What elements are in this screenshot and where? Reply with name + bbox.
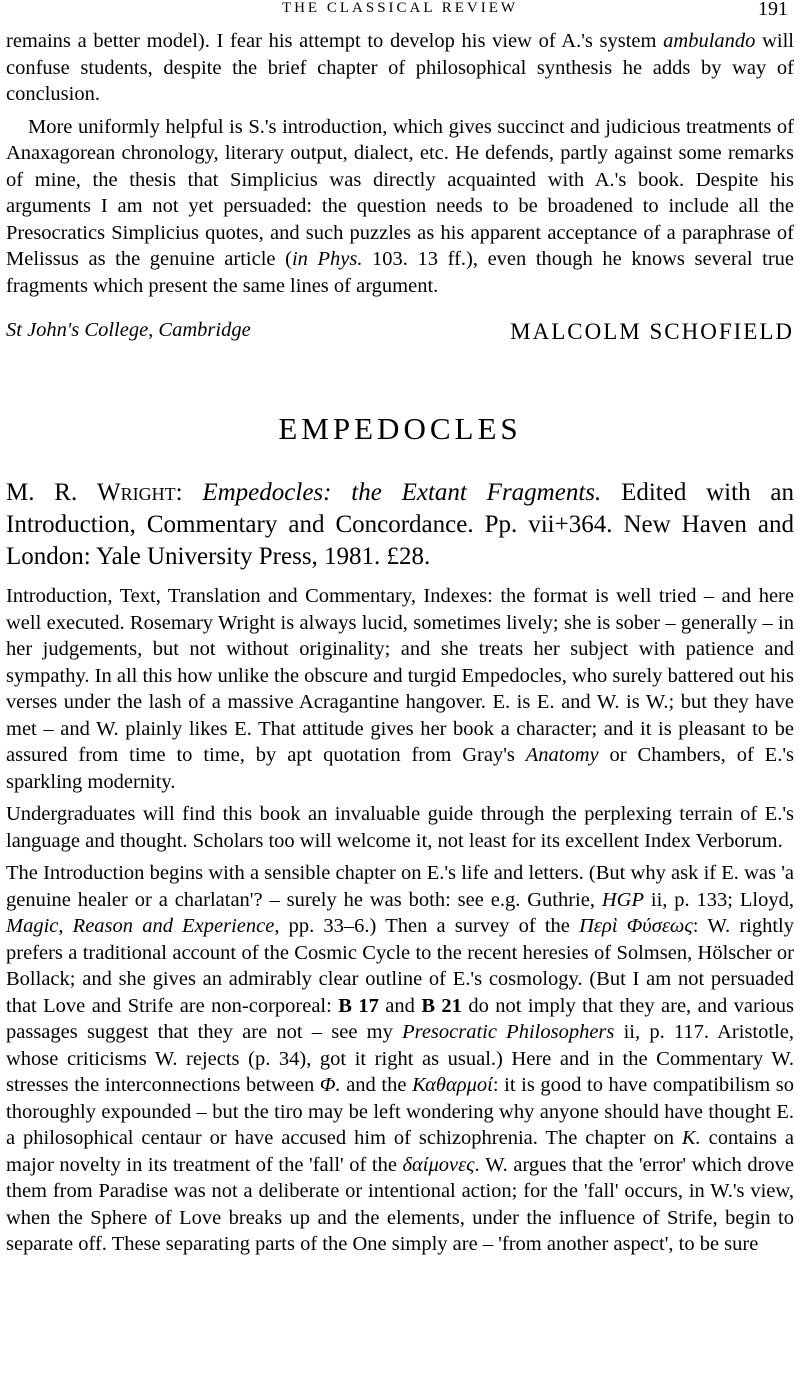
review1-signature	[6, 319, 794, 345]
review2-paragraph-3: The Introduction begins with a sensible chapter on E.'s life and letters. (But why ask if E. was 'a genuine healer or a charlatan'? – surely he was both: see e.g. Guthrie, HGP ii, p. 133; Lloyd, Magic, Reason and Experience, pp. 33–6.) Then a survey of the Περὶ Φύσεως: W. rightly prefers a traditional account of the Cosmic Cycle to the recent heresies of Solmsen, Hölscher or Bollack; and she gives an admirably clear outline of E.'s cosmology. (But I am not persuaded that Love and Strife are non-corporeal: B 17 and B 21 do not imply that they are, and various passages suggest that they are not – see my Presocratic Philosophers ii, p. 117. Aristotle, whose criticisms W. rejects (p. 34), got it right as usual.) Here and in the Commentary W. stresses the interconnections between Φ. and the Καθαρμοί: it is good to have compatibilism so thoroughly expounded – but the tiro may be left wondering why anyone should have thought E. a philosophical centaur or have accused him of schizophrenia. The chapter on K. contains a major novelty in its treatment of the 'fall' of the δαίμονες. W. argues that the 'error' which drove them from Paradise was not a deliberate or intentional action; for the 'fall' occurs, in W.'s view, when the Sphere of Love breaks up and the elements, under the influence of Strife, begin to separate off. These separating parts of the One simply are – 'from another aspect', to be sure	[6, 862, 794, 1255]
page	[6, 0, 794, 1258]
review1-paragraph-2: More uniformly helpful is S.'s introduction, which gives succinct and judicious treatments of Anaxagorean chronology, literary output, dialect, etc. He defends, partly against some remarks of mine, the thesis that Simplicius was directly acquainted with A.'s book. Despite his arguments I am not yet persuaded: the question needs to be broadened to include all the Presocratics Simplicius quotes, and such puzzles as his apparent acceptance of a paraphrase of Melissus as the genuine article (in Phys. 103. 13 ff.), even though he knows several true fragments which present the same lines of argument.	[6, 115, 794, 297]
review2-paragraph-1: Introduction, Text, Translation and Commentary, Indexes: the format is well tried – and here well executed. Rosemary Wright is always lucid, sometimes lively; she is sober – generally – in her judgements, but not without originality; and she treats her subject with patience and sympathy. In all this how unlike the obscure and turgid Empedocles, who surely battered out his verses under the lash of a massive Acragantine hangover. E. is E. and W. is W.; but they have met – and W. plainly likes E. That attitude gives her book a character; and it is pleasant to be assured from time to time, by apt quotation from Gray's Anatomy or Chambers, of E.'s sparkling modernity.	[6, 585, 794, 793]
running-head: THE CLASSICAL REVIEW	[281, 0, 519, 16]
page-number: 191	[758, 0, 788, 20]
reviewer-affiliation: St John's College, Cambridge	[6, 319, 251, 341]
section-title: EMPEDOCLES	[278, 411, 522, 446]
page-header	[6, 0, 794, 22]
book-title: Empedocles: the Extant Fragments.	[202, 479, 602, 506]
review2-bibliographic-heading: M. R. Wright: Empedocles: the Extant Fragments. Edited with an Introduction, Commentary and Concordance. Pp. vii+364. New Haven and London: Yale University Press, 1981. £28.	[6, 479, 794, 570]
book-author: Wright	[97, 479, 176, 506]
review1-paragraph-1: remains a better model). I fear his attempt to develop his view of A.'s system ambulando will confuse students, despite the brief chapter of philosophical synthesis he adds by way of conclusion.	[6, 30, 794, 105]
review2-paragraph-2: Undergraduates will find this book an invaluable guide through the perplexing terrain of E.'s language and thought. Scholars too will welcome it, not least for its excellent Index Verborum.	[6, 803, 794, 852]
reviewer-name: MALCOLM SCHOFIELD	[510, 319, 794, 344]
